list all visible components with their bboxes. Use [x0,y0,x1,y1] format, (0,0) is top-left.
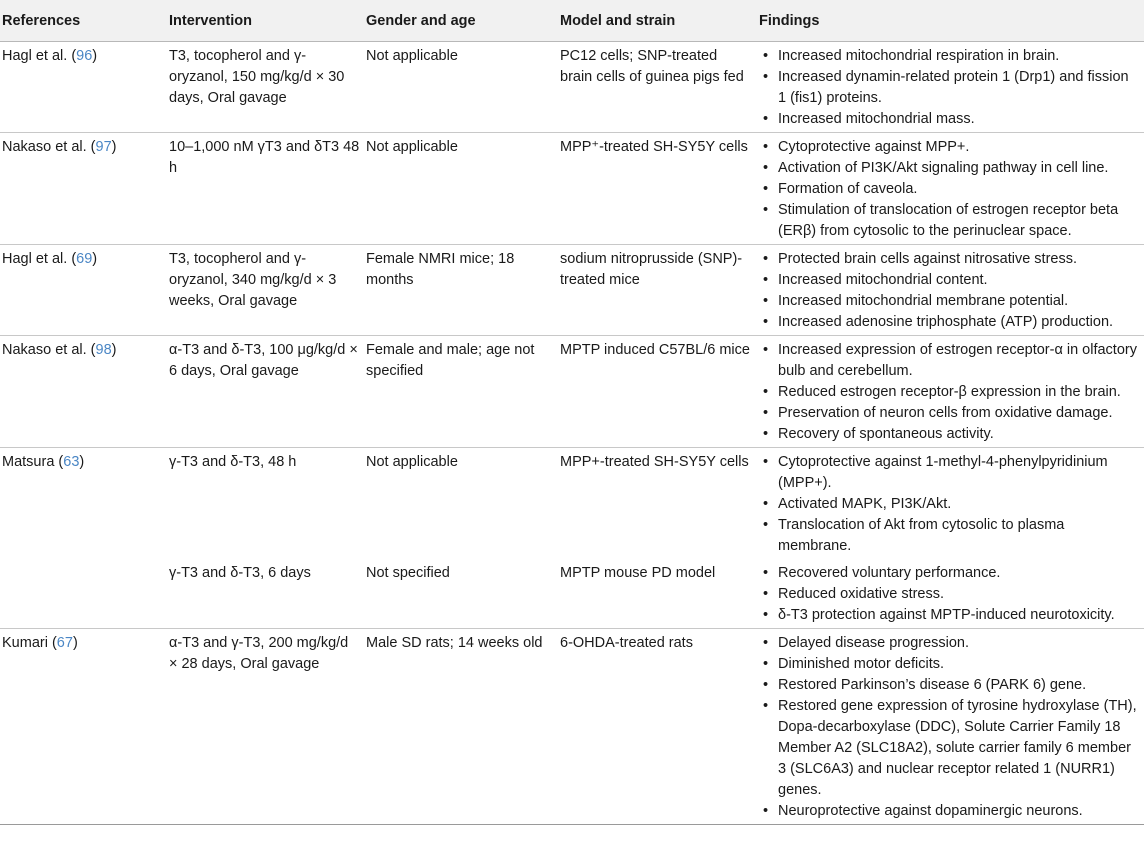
model-cell: MPTP mouse PD model [558,559,757,629]
header-references: References [0,0,167,42]
finding-item: • Increased dynamin-related protein 1 (Drp1) and fission 1 (fis1) proteins. [778,67,1140,109]
reference-text: Kumari ( [2,635,57,651]
reference-text: Matsura ( [2,454,64,470]
intervention-cell: 10–1,000 nM γT3 and δT3 48 h [167,133,364,245]
findings-cell [757,559,1144,629]
reference-close: ) [111,342,117,358]
reference-cell [0,42,167,133]
intervention-cell: α-T3 and γ-T3, 200 mg/kg/d × 28 days, Oral gavage [169,635,349,672]
finding-item: • Increased expression of estrogen receptor-α in olfactory bulb and cerebellum. [778,340,1140,382]
finding-item: • Activation of PI3K/Akt signaling pathway in cell line. [778,158,1140,179]
findings-list [759,452,1140,557]
finding-item: • Delayed disease progression. [778,633,1140,654]
findings-list [759,137,1140,242]
finding-item: • Cytoprotective against 1-methyl-4-phenylpyridinium (MPP+). [778,452,1140,494]
findings-cell [757,629,1144,825]
finding-item: • Reduced estrogen receptor-β expression in the brain. [778,382,1140,403]
header-intervention: Intervention [167,0,364,42]
reference-text: Nakaso et al. ( [2,139,96,155]
findings-list [759,633,1140,822]
reference-close: ) [111,139,117,155]
header-gender-age: Gender and age [364,0,558,42]
reference-cell [0,245,167,336]
table-body [0,42,1144,825]
finding-item: • Cytoprotective against MPP+. [778,137,1140,158]
model-cell: MPTP induced C57BL/6 mice [558,336,757,448]
finding-item: • Diminished motor deficits. [778,654,1140,675]
header-model-strain: Model and strain [558,0,757,42]
model-cell: MPP⁺-treated SH-SY5Y cells [558,133,757,245]
model-cell: PC12 cells; SNP-treated brain cells of guinea pigs fed [558,42,757,133]
findings-cell [757,42,1144,133]
finding-item: • Neuroprotective against dopaminergic neurons. [778,801,1140,822]
finding-item: • Restored gene expression of tyrosine hydroxylase (TH), Dopa-decarboxylase (DDC), Solute Carrier Family 18 Member A2 (SLC18A2), solute carrier family 6 member 3 (SLC6A3) and nuclear receptor related 1 (NURR1) genes. [778,696,1140,801]
finding-item: • Translocation of Akt from cytosolic to plasma membrane. [778,515,1140,557]
finding-item: • Activated MAPK, PI3K/Akt. [778,494,1140,515]
reference-close: ) [92,251,98,267]
reference-text: Nakaso et al. ( [2,342,96,358]
reference-text: Hagl et al. ( [2,251,77,267]
gender-age-cell: Female and male; age not specified [364,336,558,448]
reference-cell [0,336,167,448]
finding-item: • Recovered voluntary performance. [778,563,1140,584]
finding-item: • δ-T3 protection against MPTP-induced neurotoxicity. [778,605,1140,626]
gender-age-cell: Not applicable [364,42,558,133]
intervention-cell: γ-T3 and δ-T3, 6 days [167,559,364,629]
model-cell: sodium nitroprusside (SNP)-treated mice [558,245,757,336]
table-row [0,336,1144,448]
citation-link[interactable]: 63 [63,454,80,470]
gender-age-cell: Not applicable [364,133,558,245]
gender-age-cell: Female NMRI mice; 18 months [364,245,558,336]
finding-item: • Reduced oxidative stress. [778,584,1140,605]
intervention-cell: α-T3 and δ-T3, 100 μg/kg/d × 6 days, Oral gavage [167,336,364,448]
gender-age-cell: Not applicable [366,454,458,470]
table-row [0,629,1144,825]
intervention-cell: T3, tocopherol and γ-oryzanol, 340 mg/kg/d × 3 weeks, Oral gavage [167,245,364,336]
citation-link[interactable]: 69 [76,251,93,267]
model-cell: MPP+-treated SH-SY5Y cells [560,454,749,470]
gender-age-cell: Not specified [364,559,558,629]
table-row [0,448,1144,560]
findings-cell [757,448,1144,560]
header-row [0,0,1144,42]
table-row [0,42,1144,133]
findings-list [759,46,1140,130]
reference-cell [0,629,167,825]
citation-link[interactable]: 98 [95,342,112,358]
header-findings: Findings [757,0,1144,42]
findings-list [759,249,1140,333]
finding-item: • Recovery of spontaneous activity. [778,424,1140,445]
table-row [0,245,1144,336]
reference-cell [0,133,167,245]
finding-item: • Preservation of neuron cells from oxidative damage. [778,403,1140,424]
findings-cell [757,336,1144,448]
table-row [0,559,1144,629]
reference-text: Hagl et al. ( [2,48,77,64]
finding-item: • Increased adenosine triphosphate (ATP) production. [778,312,1140,333]
intervention-cell: γ-T3 and δ-T3, 48 h [169,454,297,470]
gender-age-cell: Male SD rats; 14 weeks old [366,635,543,651]
finding-item: • Protected brain cells against nitrosative stress. [778,249,1140,270]
findings-list [759,340,1140,445]
finding-item: • Stimulation of translocation of estrogen receptor beta (ERβ) from cytosolic to the perinuclear space. [778,200,1140,242]
table-row [0,133,1144,245]
finding-item: • Increased mitochondrial membrane potential. [778,291,1140,312]
findings-cell [757,245,1144,336]
finding-item: • Formation of caveola. [778,179,1140,200]
intervention-cell: T3, tocopherol and γ-oryzanol, 150 mg/kg/d × 30 days, Oral gavage [167,42,364,133]
table-bottom-rule [0,824,1144,825]
reference-cell [0,559,167,629]
reference-cell [0,448,167,560]
citation-link[interactable]: 97 [95,139,112,155]
citation-link[interactable]: 67 [56,635,73,651]
model-cell: 6-OHDA-treated rats [560,635,693,651]
reference-close: ) [79,454,85,470]
reference-close: ) [72,635,78,651]
findings-list [759,563,1140,626]
table-header [0,0,1144,42]
finding-item: • Increased mitochondrial respiration in brain. [778,46,1140,67]
finding-item: • Restored Parkinson’s disease 6 (PARK 6) gene. [778,675,1140,696]
finding-item: • Increased mitochondrial mass. [778,109,1140,130]
findings-cell [757,133,1144,245]
citation-link[interactable]: 96 [76,48,93,64]
reference-close: ) [92,48,98,64]
finding-item: • Increased mitochondrial content. [778,270,1140,291]
